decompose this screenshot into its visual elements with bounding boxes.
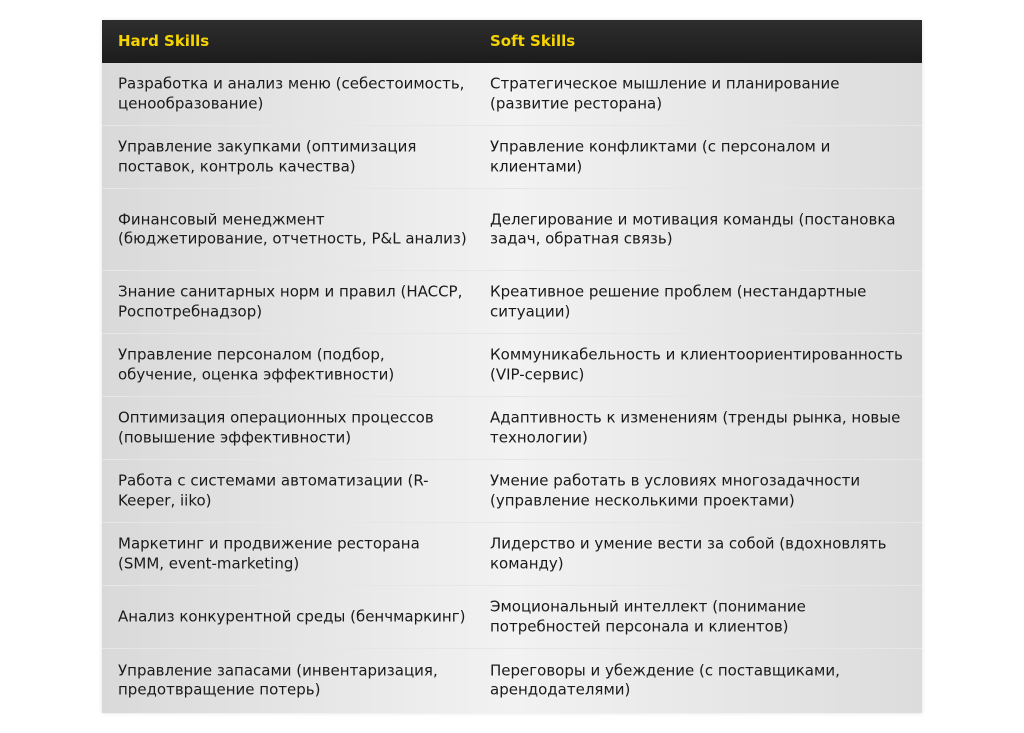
hard-skill-cell: Знание санитарных норм и правил (HACCP, Роспотребнадзор)	[118, 282, 463, 320]
soft-skill-cell: Креативное решение проблем (нестандартные ситуации)	[490, 282, 867, 320]
header-hard-skills: Hard Skills	[118, 32, 210, 50]
hard-skill-cell: Разработка и анализ меню (себестоимость, ценообразование)	[118, 74, 465, 112]
soft-skill-cell: Лидерство и умение вести за собой (вдохновлять команду)	[490, 534, 887, 572]
table-row	[102, 271, 922, 334]
table-row	[102, 586, 922, 649]
table-row	[102, 649, 922, 712]
hard-skill-cell: Управление закупками (оптимизация поставок, контроль качества)	[118, 137, 417, 175]
table-row	[102, 189, 922, 271]
table-body	[102, 63, 922, 712]
hard-skill-cell: Оптимизация операционных процессов (повышение эффективности)	[118, 408, 434, 446]
soft-skill-cell: Стратегическое мышление и планирование (развитие ресторана)	[490, 74, 840, 112]
table-row	[102, 63, 922, 126]
soft-skill-cell: Эмоциональный интеллект (понимание потребностей персонала и клиентов)	[490, 597, 806, 635]
hard-skill-cell: Маркетинг и продвижение ресторана (SMM, event-marketing)	[118, 534, 420, 572]
table-row	[102, 334, 922, 397]
soft-skill-cell: Переговоры и убеждение (с поставщиками, арендодателями)	[490, 661, 840, 699]
table-row	[102, 460, 922, 523]
header-soft-skills: Soft Skills	[490, 32, 576, 50]
table-row	[102, 523, 922, 586]
hard-skill-cell: Работа с системами автоматизации (R-Keeper, iiko)	[118, 471, 429, 509]
soft-skill-cell: Управление конфликтами (с персоналом и клиентами)	[490, 137, 831, 175]
soft-skill-cell: Адаптивность к изменениям (тренды рынка, новые технологии)	[490, 408, 901, 446]
hard-skill-cell: Управление персоналом (подбор, обучение, оценка эффективности)	[118, 345, 395, 383]
table-row	[102, 397, 922, 460]
hard-skill-cell: Анализ конкурентной среды (бенчмаркинг)	[118, 607, 466, 626]
table-header	[102, 20, 922, 63]
soft-skill-cell: Умение работать в условиях многозадачности (управление несколькими проектами)	[490, 471, 861, 509]
hard-skill-cell: Управление запасами (инвентаризация, предотвращение потерь)	[118, 661, 438, 699]
table-row	[102, 126, 922, 189]
hard-skill-cell: Финансовый менеджмент (бюджетирование, отчетность, P&L анализ)	[118, 210, 467, 248]
skills-table	[102, 20, 922, 713]
soft-skill-cell: Делегирование и мотивация команды (постановка задач, обратная связь)	[490, 210, 896, 248]
soft-skill-cell: Коммуникабельность и клиентоориентированность (VIP-сервис)	[490, 345, 903, 383]
